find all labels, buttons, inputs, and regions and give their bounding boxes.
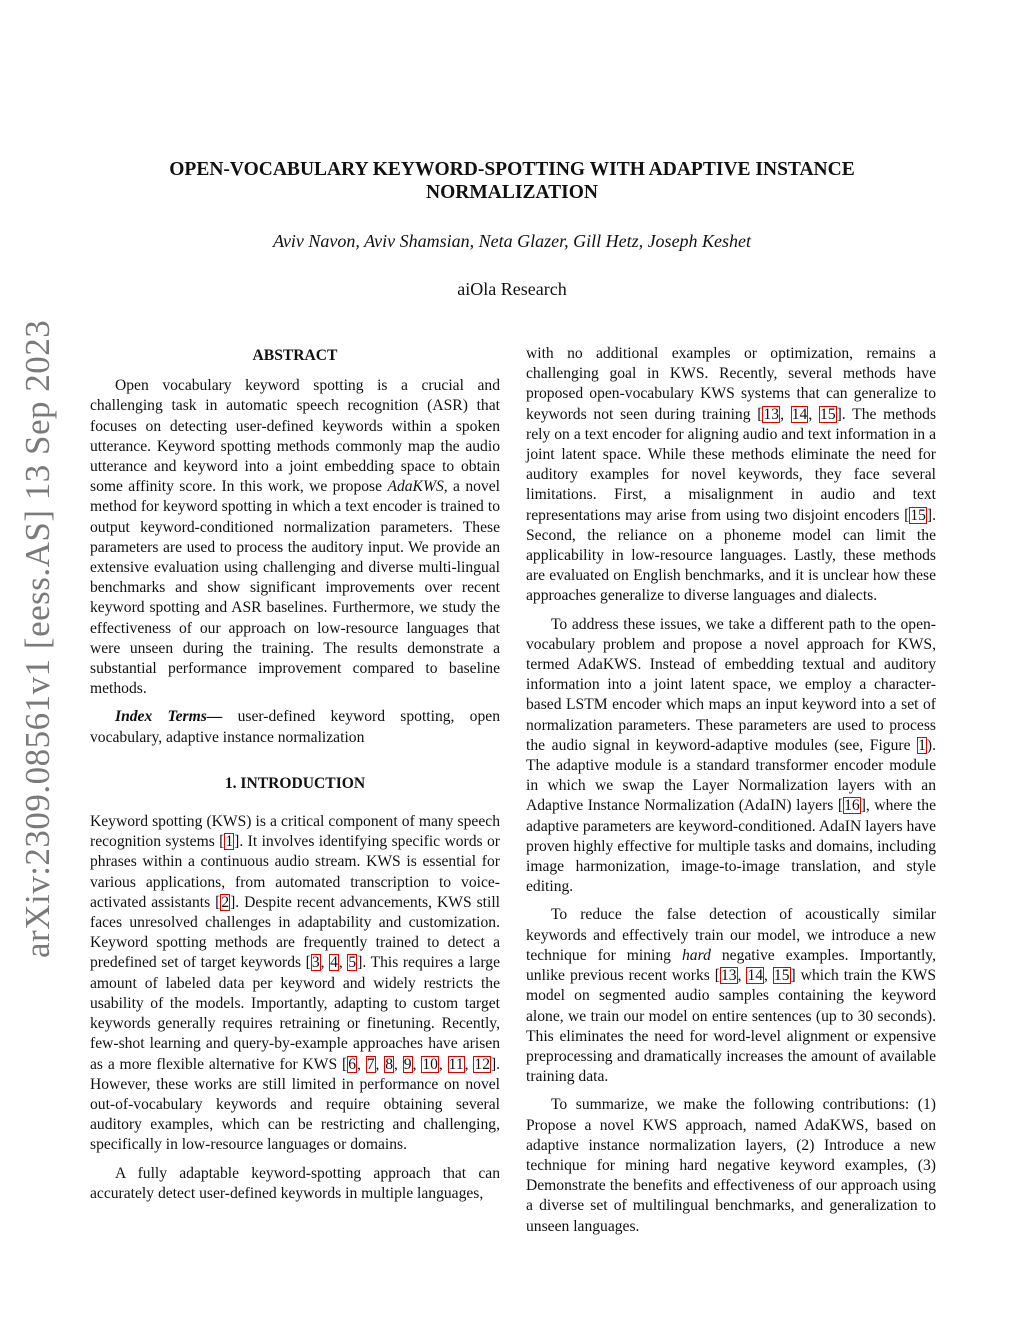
citation-link[interactable]: 2 bbox=[221, 893, 230, 911]
intro-p3-text-a: To address these issues, we take a different path to the open-vocabulary problem and propose a novel approach for KWS, termed AdaKWS. Instead of embedding textual and auditory information into a joint latent space, we employ a character-based LSTM encoder which maps an input keyword into a set of normalization parameters. These parameters are used to process the audio signal in keyword-adaptive modules (see, Figure bbox=[526, 615, 936, 754]
right-column bbox=[526, 344, 936, 1237]
arxiv-identifier[interactable]: arXiv:2309.08561v1 [eess.AS] 13 Sep 2023 bbox=[18, 319, 57, 958]
citation-link[interactable]: 14 bbox=[747, 967, 764, 985]
intro-p4-text-b: negative examples. Importantly, unlike previous recent works [ bbox=[526, 946, 936, 985]
citation-link[interactable]: 15 bbox=[910, 506, 926, 524]
paper-title bbox=[110, 158, 914, 204]
intro-p1-text-d: ]. This requires a large amount of labeled data per keyword and widely restricts the usability of the models. Importantly, adapting to custom target keywords generally requires retraining or finetuning. Recently, few-shot learning and query-by-example approaches have arisen as a more flexible alternative for KWS [ bbox=[90, 954, 501, 1073]
intro-p4-text-c: ] which train the KWS model on segmented audio samples containing the keyword alone, we train our model on entire sentences (up to 30 seconds). This eliminates the need for word-level alignment or expensive preprocessing and dramatically increases the amount of available training data. bbox=[526, 967, 936, 1086]
citation-link[interactable]: 3 bbox=[311, 954, 320, 972]
intro-p2-text-c: ]. Second, the reliance on a phoneme model can limit the applicability in low-resource languages. Lastly, these methods are evaluated on English benchmarks, and it is unclear how these approaches generalize to diverse languages and dialects. bbox=[526, 506, 936, 605]
citation-link[interactable]: 13 bbox=[720, 967, 737, 985]
intro-p3-text-c: ], where the adaptive parameters are keyword-conditioned. AdaIN layers have proven highly effective for multiple tasks and domains, including image harmonization, image-to-image translation, and style editing. bbox=[526, 797, 936, 896]
affiliation: aiOla Research bbox=[457, 279, 567, 299]
abstract-heading: ABSTRACT bbox=[252, 347, 338, 364]
intro-paragraph-2-start: A fully adaptable keyword-spotting approach that can accurately detect user-defined keywords in multiple languages, bbox=[90, 1164, 500, 1202]
intro-paragraph-4: To reduce the false detection of acoustically similar keywords and effectively train our model, we introduce a new technique for mining hard negative examples. Importantly, unlike previous recent works [13, 14, 15] which train the KWS model on segmented audio samples containing the keyword alone, we train our model on entire sentences (up to 30 seconds). This eliminates the need for word-level alignment or expensive preprocessing and dramatically increases the amount of available training data. bbox=[526, 906, 936, 1086]
intro-paragraph-2-cont: with no additional examples or optimization, remains a challenging goal in KWS. Recently, several methods have proposed open-vocabulary KWS systems that can generalize to keywords not seen during training [13, 14, 15]. The methods rely on a text encoder for aligning audio and text information in a joint latent space. While these methods eliminate the need for auditory examples for novel keywords, they face several limitations. First, a misalignment in audio and text representations may arise from using two disjoint encoders [15]. Second, the reliance on a phoneme model can limit the applicability in low-resource languages. Lastly, these methods are evaluated on English benchmarks, and it is unclear how these approaches generalize to diverse languages and dialects. bbox=[526, 345, 937, 605]
citation-link[interactable]: 1 bbox=[225, 833, 234, 851]
intro-paragraph-5: To summarize, we make the following contributions: (1) Propose a novel KWS approach, named AdaKWS, based on adaptive instance normalization layers, (2) Introduce a new technique for mining hard negative keyword examples, (3) Demonstrate the benefits and effectiveness of our approach using a diverse set of multilingual benchmarks, and generalization to unseen languages. bbox=[526, 1096, 936, 1235]
citation-link[interactable]: 4 bbox=[330, 954, 338, 972]
intro-p2-text-b: ]. The methods rely on a text encoder for aligning audio and text information in a joint latent space. While these methods eliminate the need for auditory examples for novel keywords, they face several limitations. First, a misalignment in audio and text representations may arise from using two disjoint encoders [ bbox=[526, 405, 937, 524]
abstract-paragraph bbox=[90, 376, 500, 699]
title-line-2: NORMALIZATION bbox=[426, 182, 598, 203]
citation-link[interactable]: 12 bbox=[474, 1055, 490, 1073]
citation-link[interactable]: 9 bbox=[403, 1055, 412, 1073]
intro-p1-text-b: ]. It involves identifying specific words or phrases within a continuous audio stream. KWS is essential for various applications, from automated transcription to voice-activated assistants [ bbox=[90, 833, 500, 911]
intro-paragraph-3 bbox=[526, 615, 936, 898]
citation-link[interactable]: 8 bbox=[385, 1055, 394, 1073]
figure-link[interactable]: 1 bbox=[918, 736, 926, 754]
index-terms-text: user-defined keyword spotting, open vocabulary, adaptive instance normalization bbox=[90, 708, 500, 746]
abstract-method-name: AdaKWS bbox=[387, 478, 444, 496]
citation-link[interactable]: 13 bbox=[763, 405, 780, 423]
abstract-text-a: Open vocabulary keyword spotting is a crucial and challenging task in automatic speech recognition (ASR) that focuses on detecting user-defined keywords within a spoken utterance. Keyword spotting methods commonly map the audio utterance and keyword into a joint embedding space to obtain some affinity score. In this work, we propose bbox=[90, 377, 500, 496]
citation-link[interactable]: 11 bbox=[448, 1055, 464, 1073]
intro-p4-text-a: To reduce the false detection of acoustically similar keywords and effectively train our model, we introduce a new technique for mining bbox=[526, 906, 936, 964]
citation-link[interactable]: 15 bbox=[773, 967, 790, 985]
citation-link[interactable]: 5 bbox=[348, 954, 357, 972]
citation-link[interactable]: 7 bbox=[366, 1055, 375, 1073]
title-line-1: OPEN-VOCABULARY KEYWORD-SPOTTING WITH ADAPTIVE INSTANCE bbox=[169, 159, 855, 180]
index-terms bbox=[90, 707, 500, 747]
author-list: Aviv Navon, Aviv Shamsian, Neta Glazer, Gill Hetz, Joseph Keshet bbox=[272, 231, 752, 251]
citation-link[interactable]: 10 bbox=[422, 1055, 438, 1073]
intro-paragraph-1: Keyword spotting (KWS) is a critical component of many speech recognition systems [1]. It involves identifying specific words or phrases within a continuous audio stream. KWS is essential for various applications, from automated transcription to voice-activated assistants [2]. Despite recent advancements, KWS still faces unresolved challenges in adaptability and customization. Keyword spotting methods are frequently trained to detect a predefined set of target keywords [3, 4, 5]. This requires a large amount of labeled data per keyword and widely restricts the usability of the models. Importantly, adapting to custom target keywords generally requires retraining or finetuning. Recently, few-shot learning and query-by-example approaches have arisen as a more flexible alternative for KWS [6, 7, 8, 9, 10, 11, 12]. However, these works are still limited in performance on novel out-of-vocabulary keywords and require obtaining several auditory examples, which can be restricting and challenging, specifically in low-resource languages or domains. bbox=[90, 813, 501, 1154]
citation-link[interactable]: 14 bbox=[791, 405, 808, 423]
citation-link[interactable]: 16 bbox=[844, 797, 860, 815]
abstract-text-b: , a novel method for keyword spotting in which a text encoder is trained to output keyword-conditioned normalization parameters. These parameters are used to process the auditory input. We provide an extensive evaluation using challenging and diverse multi-lingual benchmarks and show significant improvements over recent keyword spotting and ASR baselines. Furthermore, we study the effectiveness of our approach on low-resource languages that were unseen during the training. The results demonstrate a substantial performance improvement compared to baseline methods. bbox=[90, 478, 500, 698]
intro-p1-text-c: ]. Despite recent advancements, KWS still faces unresolved challenges in adaptability and customization. Keyword spotting methods are frequently trained to detect a predefined set of target keywords [ bbox=[90, 893, 500, 972]
index-terms-label: Index Terms— bbox=[115, 708, 223, 726]
citation-link[interactable]: 15 bbox=[820, 405, 836, 423]
left-column bbox=[90, 344, 500, 1204]
intro-p3-text-b: ). The adaptive module is a standard transformer encoder module in which we swap the Layer Normalization layers with an Adaptive Instance Normalization (AdaIN) layers [ bbox=[526, 736, 936, 815]
intro-p4-emphasis: hard bbox=[681, 946, 711, 964]
intro-p2-text-a: with no additional examples or optimization, remains a challenging goal in KWS. Recently, several methods have proposed open-vocabulary KWS systems that can generalize to keywords not seen during training [ bbox=[526, 345, 936, 423]
citation-link[interactable]: 6 bbox=[348, 1055, 356, 1073]
intro-heading: 1. INTRODUCTION bbox=[224, 774, 366, 792]
intro-p1-text-e: ]. However, these works are still limited in performance on novel out-of-vocabulary keywords and require obtaining several auditory examples, which can be restricting and challenging, specifically in low-resource languages or domains. bbox=[90, 1055, 501, 1154]
intro-p1-text-a: Keyword spotting (KWS) is a critical component of many speech recognition systems [ bbox=[90, 813, 500, 851]
